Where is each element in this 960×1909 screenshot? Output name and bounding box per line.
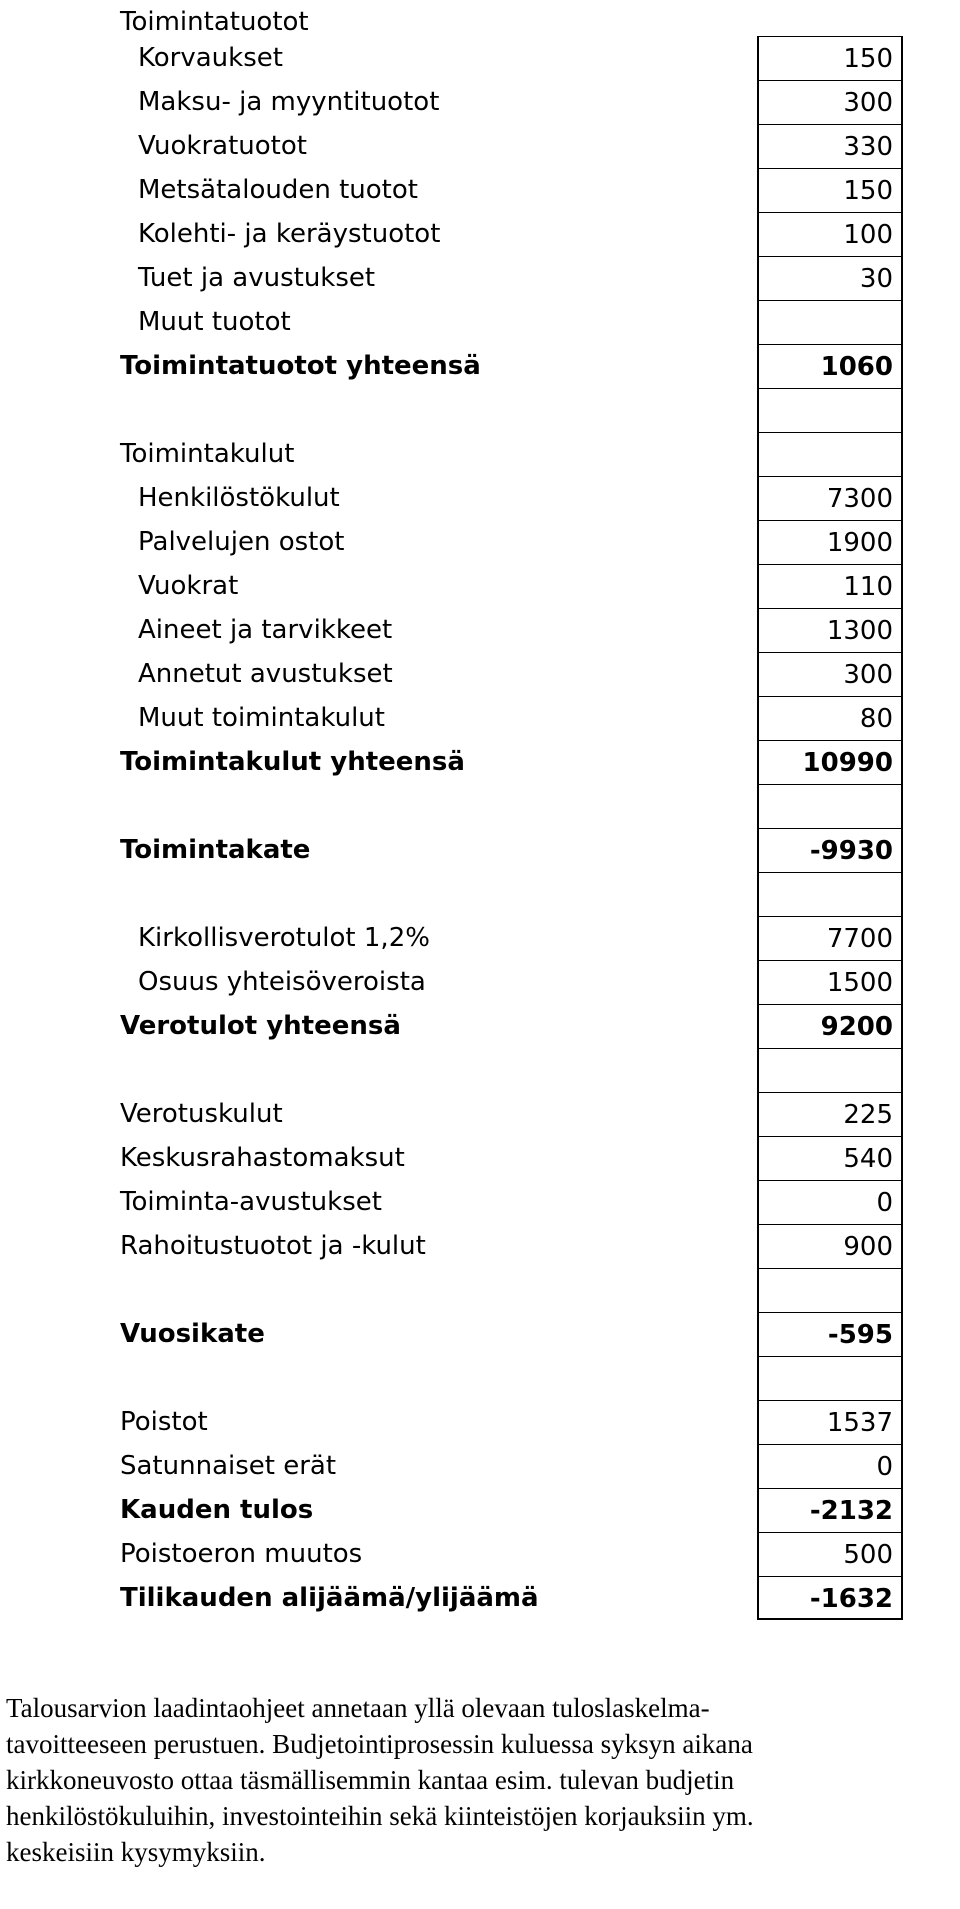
row-label: Rahoitustuotot ja -kulut [120,1231,426,1261]
row-tilikauden-alijaama-ylijaama [0,1576,960,1620]
value-cell [757,388,903,432]
row-muut-tuotot [0,300,960,344]
row-vuokratuotot [0,124,960,168]
row-label: Poistot [120,1407,208,1437]
paragraph-line: tavoitteeseen perustuen. Budjetointiprosessin kuluessa syksyn aikana [6,1729,753,1759]
row-value: 1060 [820,352,893,382]
row-value: -9930 [809,836,893,866]
row-value: 0 [876,1452,893,1482]
row-label: Verotuskulut [120,1099,283,1129]
row-label: Toimintakulut yhteensä [120,747,465,777]
budget-instructions-paragraph [6,1690,954,1870]
row-value: 9200 [820,1012,893,1042]
row-toimintakulut-yhteensa [0,740,960,784]
row-spacer [0,872,960,916]
row-spacer [0,388,960,432]
row-label: Satunnaiset erät [120,1451,337,1481]
row-label: Korvaukset [138,43,283,73]
row-label: Aineet ja tarvikkeet [138,615,393,645]
row-value: 0 [876,1188,893,1218]
value-cell [757,1224,903,1268]
row-label: Vuokrat [138,571,239,601]
row-value: 1500 [826,968,893,998]
row-metsatalouden-tuotot [0,168,960,212]
row-satunnaiset-erat [0,1444,960,1488]
paragraph-line: Talousarvion laadintaohjeet annetaan yllä olevaan tuloslaskelma- [6,1693,710,1723]
value-cell [757,784,903,828]
row-spacer [0,1356,960,1400]
row-tuet-ja-avustukset [0,256,960,300]
row-label: Henkilöstökulut [138,483,340,513]
row-annetut-avustukset [0,652,960,696]
row-toimintakulut-header [0,432,960,476]
value-cell [757,1356,903,1400]
value-cell [757,872,903,916]
value-cell [757,564,903,608]
value-cell [757,300,903,344]
value-cell [757,1532,903,1576]
value-cell [757,1400,903,1444]
row-label: Verotulot yhteensä [120,1011,401,1041]
value-cell [757,432,903,476]
row-value: 80 [859,704,893,734]
row-muut-toimintakulut [0,696,960,740]
value-cell [757,1092,903,1136]
row-label: Kolehti- ja keräystuotot [138,219,441,249]
row-value: -2132 [809,1496,893,1526]
value-cell [757,1268,903,1312]
value-cell [757,1004,903,1048]
row-label: Kirkollisverotulot 1,2% [138,923,430,953]
row-label: Toimintakate [120,835,311,865]
row-kirkollisverotulot [0,916,960,960]
row-aineet-ja-tarvikkeet [0,608,960,652]
row-value: 1900 [826,528,893,558]
row-value: 225 [843,1100,893,1130]
value-cell [757,476,903,520]
row-value: 10990 [802,748,893,778]
row-value: 300 [843,660,893,690]
row-value: 540 [843,1144,893,1174]
value-cell [757,1048,903,1092]
row-value: 7300 [826,484,893,514]
row-value: 330 [843,132,893,162]
row-label: Annetut avustukset [138,659,393,689]
row-kauden-tulos [0,1488,960,1532]
row-label: Muut toimintakulut [138,703,385,733]
row-palvelujen-ostot [0,520,960,564]
row-toimintatuotot-yhteensa [0,344,960,388]
row-value: 900 [843,1232,893,1262]
row-value: 7700 [826,924,893,954]
value-cell [757,36,903,80]
row-keskusrahastomaksut [0,1136,960,1180]
value-cell [757,1136,903,1180]
row-label: Tuet ja avustukset [138,263,376,293]
row-value: 110 [843,572,893,602]
value-cell [757,696,903,740]
row-kolehti-ja-keraystuotot [0,212,960,256]
row-spacer [0,1268,960,1312]
row-korvaukset [0,36,960,80]
row-label: Tilikauden alijäämä/ylijäämä [120,1583,539,1613]
row-label: Vuokratuotot [138,131,307,161]
row-label: Toimintatuotot yhteensä [120,351,481,381]
row-value: 100 [843,220,893,250]
row-toiminta-avustukset [0,1180,960,1224]
row-value: 1300 [826,616,893,646]
row-value: 30 [859,264,893,294]
value-cell [757,520,903,564]
value-cell [757,740,903,784]
row-poistoeron-muutos [0,1532,960,1576]
row-label: Muut tuotot [138,307,291,337]
value-cell [757,1444,903,1488]
row-spacer [0,784,960,828]
row-label: Keskusrahastomaksut [120,1143,405,1173]
row-vuosikate [0,1312,960,1356]
value-cell [757,168,903,212]
row-verotuskulut [0,1092,960,1136]
paragraph-line: kirkkoneuvosto ottaa täsmällisemmin kantaa esim. tulevan budjetin [6,1765,735,1795]
row-label: Palvelujen ostot [138,527,345,557]
value-cell [757,960,903,1004]
row-label: Toimintakulut [120,439,295,469]
row-value: 1537 [826,1408,893,1438]
row-value: 300 [843,88,893,118]
row-label: Poistoeron muutos [120,1539,363,1569]
value-cell [757,608,903,652]
row-poistot [0,1400,960,1444]
row-label: Toimintatuotot [120,7,309,37]
row-value: 150 [843,176,893,206]
row-value: -595 [827,1320,893,1350]
row-value: 150 [843,44,893,74]
row-vuokrat [0,564,960,608]
row-label: Toiminta-avustukset [120,1187,382,1217]
value-cell [757,344,903,388]
value-cell [757,1576,903,1620]
row-label: Maksu- ja myyntituotot [138,87,440,117]
row-toimintakate [0,828,960,872]
value-cell [757,256,903,300]
value-cell [757,916,903,960]
value-cell [757,212,903,256]
paragraph-line: henkilöstökuluihin, investointeihin sekä kiinteistöjen korjauksiin ym. [6,1801,754,1831]
row-value: -1632 [809,1584,893,1614]
row-label: Metsätalouden tuotot [138,175,418,205]
row-value: 500 [843,1540,893,1570]
paragraph-line: keskeisiin kysymyksiin. [6,1837,266,1867]
row-rahoitustuotot-ja-kulut [0,1224,960,1268]
row-osuus-yhteisoveroista [0,960,960,1004]
row-label: Kauden tulos [120,1495,314,1525]
value-cell [757,828,903,872]
row-label: Vuosikate [120,1319,265,1349]
row-spacer [0,1048,960,1092]
value-cell [757,80,903,124]
value-cell [757,1312,903,1356]
value-cell [757,652,903,696]
row-verotulot-yhteensa [0,1004,960,1048]
value-cell [757,1180,903,1224]
row-henkilostokulut [0,476,960,520]
value-cell [757,1488,903,1532]
row-maksu-ja-myyntituotot [0,80,960,124]
value-cell [757,124,903,168]
row-label: Osuus yhteisöveroista [138,967,426,997]
